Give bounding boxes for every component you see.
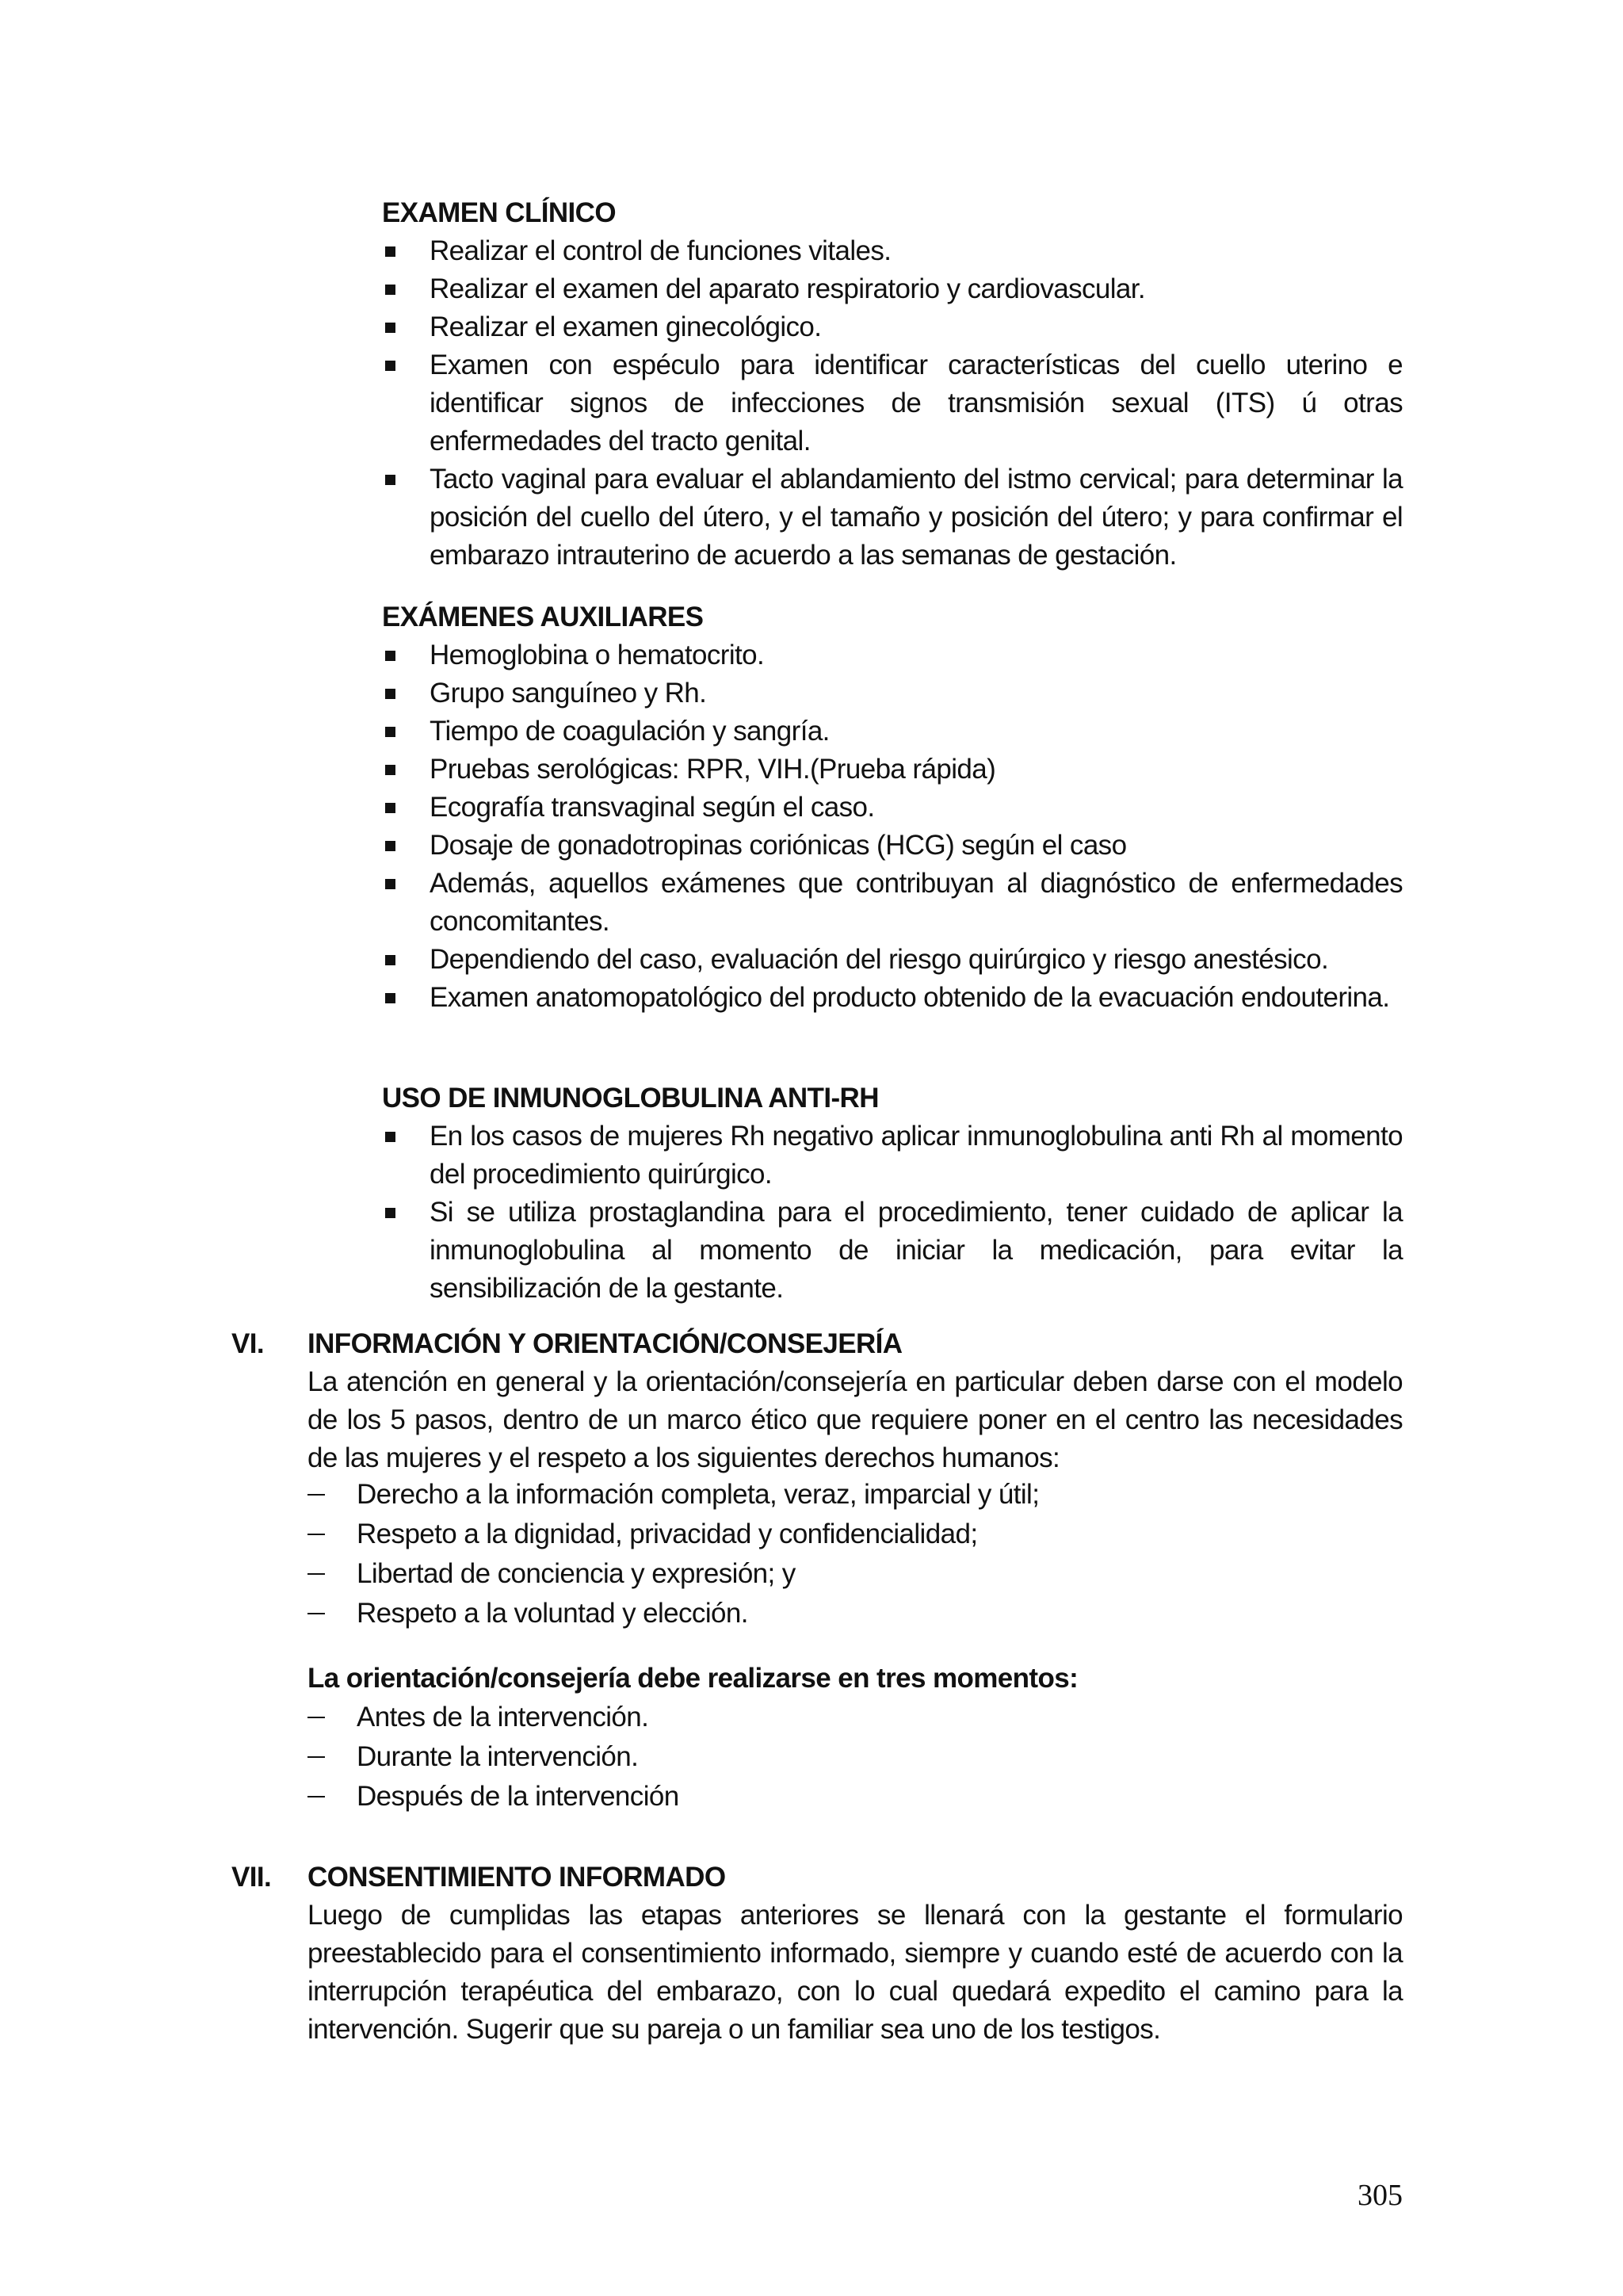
list-item: Examen anatomopatológico del producto obtenido de la evacuación endouterina.	[382, 979, 1403, 1017]
square-bullet-icon	[385, 689, 395, 699]
section-vii-title: CONSENTIMIENTO INFORMADO	[307, 1862, 726, 1893]
list-item: Realizar el examen del aparato respiratorio y cardiovascular.	[382, 270, 1403, 308]
examen-clinico-list	[382, 232, 1403, 575]
examen-clinico-heading: EXAMEN CLÍNICO	[382, 197, 616, 228]
dash-bullet-icon	[307, 1756, 325, 1758]
list-item: Examen con espéculo para identificar características del cuello uterino e identificar signos de infecciones de transmisión sexual (ITS) ú otras enfermedades del tracto genital.	[382, 346, 1403, 460]
section-vi-paragraph: La atención en general y la orientación/consejería en particular deben darse con el modelo de los 5 pasos, dentro de un marco ético que requiere poner en el centro las necesidades de las mujeres y el respeto a los siguientes derechos humanos:	[307, 1366, 1403, 1473]
examenes-auxiliares-heading: EXÁMENES AUXILIARES	[382, 602, 704, 632]
list-item: Ecografía transvaginal según el caso.	[382, 789, 1403, 827]
list-item: Tiempo de coagulación y sangría.	[382, 712, 1403, 751]
page-number: 305	[1358, 2179, 1403, 2212]
square-bullet-icon	[385, 879, 395, 889]
inmunoglobulina-list	[382, 1117, 1403, 1308]
moments-list	[307, 1698, 1403, 1817]
list-item: Libertad de conciencia y expresión; y	[307, 1554, 1403, 1594]
square-bullet-icon	[385, 285, 395, 295]
section-vii-paragraph: Luego de cumplidas las etapas anteriores se llenará con la gestante el formulario preestablecido para el consentimiento informado, siempre y cuando esté de acuerdo con la interrupción terapéutica del embarazo, con lo cual quedará expedito el camino para la intervención. Sugerir que su pareja o un familiar sea uno de los testigos.	[307, 1900, 1403, 2045]
dash-bullet-icon	[307, 1796, 325, 1797]
square-bullet-icon	[385, 361, 395, 371]
square-bullet-icon	[385, 765, 395, 775]
inmunoglobulina-heading: USO DE INMUNOGLOBULINA ANTI-RH	[382, 1083, 879, 1114]
list-item: Respeto a la voluntad y elección.	[307, 1594, 1403, 1633]
square-bullet-icon	[385, 651, 395, 661]
list-item: Después de la intervención	[307, 1777, 1403, 1817]
list-item: Pruebas serológicas: RPR, VIH.(Prueba rápida)	[382, 751, 1403, 789]
dash-bullet-icon	[307, 1494, 325, 1496]
square-bullet-icon	[385, 803, 395, 813]
square-bullet-icon	[385, 475, 395, 485]
list-item: Dependiendo del caso, evaluación del riesgo quirúrgico y riesgo anestésico.	[382, 941, 1403, 979]
section-vii-number: VII.	[231, 1862, 272, 1893]
section-vi-number: VI.	[231, 1328, 264, 1359]
list-item: Hemoglobina o hematocrito.	[382, 636, 1403, 674]
list-item: Tacto vaginal para evaluar el ablandamiento del istmo cervical; para determinar la posición del cuello del útero, y el tamaño y posición del útero; y para confirmar el embarazo intrauterino de acuerdo a las semanas de gestación.	[382, 460, 1403, 575]
dash-bullet-icon	[307, 1613, 325, 1614]
dash-bullet-icon	[307, 1573, 325, 1575]
square-bullet-icon	[385, 323, 395, 333]
list-item: Respeto a la dignidad, privacidad y confidencialidad;	[307, 1515, 1403, 1554]
rights-list	[307, 1475, 1403, 1633]
dash-bullet-icon	[307, 1534, 325, 1535]
list-item: Antes de la intervención.	[307, 1698, 1403, 1737]
list-item: Dosaje de gonadotropinas coriónicas (HCG) según el caso	[382, 827, 1403, 865]
square-bullet-icon	[385, 246, 395, 257]
list-item: En los casos de mujeres Rh negativo aplicar inmunoglobulina anti Rh al momento del procedimiento quirúrgico.	[382, 1117, 1403, 1194]
square-bullet-icon	[385, 993, 395, 1003]
list-item: Si se utiliza prostaglandina para el procedimiento, tener cuidado de aplicar la inmunoglobulina al momento de iniciar la medicación, para evitar la sensibilización de la gestante.	[382, 1194, 1403, 1308]
moments-subheading: La orientación/consejería debe realizarse en tres momentos:	[307, 1663, 1079, 1694]
square-bullet-icon	[385, 1208, 395, 1218]
list-item: Además, aquellos exámenes que contribuyan al diagnóstico de enfermedades concomitantes.	[382, 865, 1403, 941]
list-item: Derecho a la información completa, veraz, imparcial y útil;	[307, 1475, 1403, 1515]
list-item: Durante la intervención.	[307, 1737, 1403, 1777]
list-item: Realizar el examen ginecológico.	[382, 308, 1403, 346]
square-bullet-icon	[385, 841, 395, 851]
square-bullet-icon	[385, 727, 395, 737]
square-bullet-icon	[385, 1132, 395, 1142]
list-item: Realizar el control de funciones vitales.	[382, 232, 1403, 270]
section-vi-title: INFORMACIÓN Y ORIENTACIÓN/CONSEJERÍA	[307, 1328, 903, 1359]
square-bullet-icon	[385, 955, 395, 965]
dash-bullet-icon	[307, 1717, 325, 1718]
list-item: Grupo sanguíneo y Rh.	[382, 674, 1403, 712]
examenes-auxiliares-list	[382, 636, 1403, 1017]
